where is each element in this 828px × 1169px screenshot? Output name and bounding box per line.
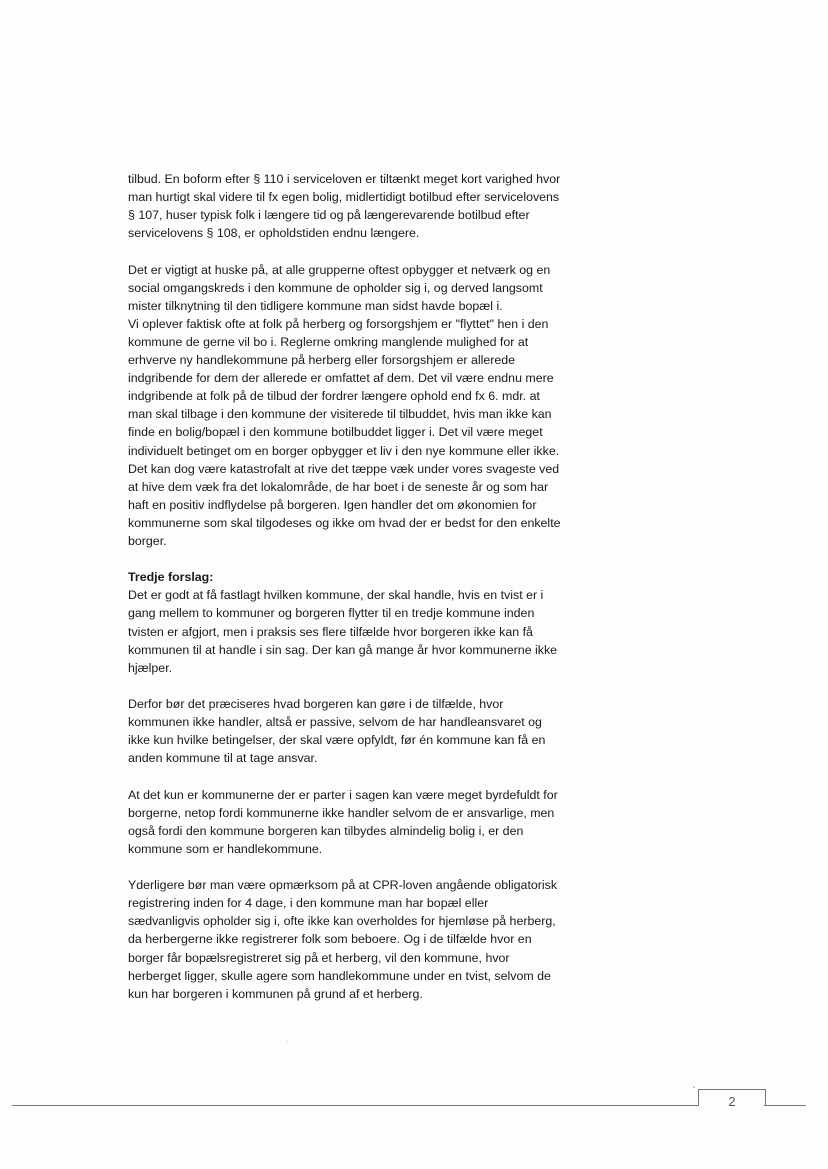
paragraph-boform: tilbud. En boform efter § 110 i serviceloven er tiltænkt meget kort varighed hvor man hurtigt skal videre til fx egen bolig, midlertidigt botilbud efter servicelovens § 107, huser typisk folk i længere tid og på længerevarende botilbud efter servicelovens § 108, er opholdstiden endnu længere. xyxy=(128,172,561,241)
paragraph-parter: At det kun er kommunerne der er parter i sagen kan være meget byrdefuldt for borgerne, netop fordi kommunerne ikke handler selvom de er ansvarlige, men også fordi den kommune borgeren kan tilbydes almindelig bolig i, er den kommune som er handlekommune. xyxy=(128,787,558,856)
page-number: 2 xyxy=(728,1094,736,1109)
paragraph-praeciseres: Derfor bør det præciseres hvad borgeren kan gøre i de tilfælde, hvor kommunen ikke handler, altså er passive, selvom de har handleansvaret og ikke kun hvilke betingelser, der skal være opfyldt, før én kommune kan få en anden kommune til at tage ansvar. xyxy=(128,697,546,766)
document-body xyxy=(128,170,588,1003)
section-heading: Tredje forslag: xyxy=(128,570,214,585)
paragraph-cpr-loven: Yderligere bør man være opmærksom på at CPR-loven angående obligatorisk registrering inden for 4 dage, i den kommune man har bopæl eller sædvanligvis opholder sig i, ofte ikke kan overholdes for hjemløse på herberg, da herbergerne ikke registrerer folk som beboere. Og i de tilfælde hvor en borger får bopælsregistreret sig på et herberg, vil den kommune, hvor herberget ligger, skulle agere som handlekommune under en tvist, selvom de kun har borgeren i kommunen på grund af et herberg. xyxy=(128,878,558,1001)
paragraph-netvaerk: Det er vigtigt at huske på, at alle grupperne oftest opbygger et netværk og en social omgangskreds i den kommune de opholder sig i, og derved langsomt mister tilknytning til den tidligere kommune man sidst havde bopæl i. Vi oplever faktisk ofte at folk på herberg og forsorgshjem er "flyttet" hen i den kommune de gerne vil bo i. Reglerne omkring manglende mulighed for at erhverve ny handlekommune på herberg eller forsorgshjem er allerede indgribende for dem der allerede er omfattet af dem. Det vil være endnu mere indgribende at folk på de tilbud der fordrer længere ophold end fx 6. mdr. at man skal tilbage i den kommune der visiterede til tilbuddet, hvis man ikke kan finde en bolig/bopæl i den kommune botilbuddet ligger i. Det vil være meget individuelt betinget om en borger opbygger et liv i den nye kommune eller ikke. Det kan dog være katastrofalt at rive det tæppe væk under vores svageste ved at hive dem væk fra det lokalområde, de har boet i de seneste år og som har haft en positiv indflydelse på borgeren. Igen handler det om økonomien for kommunerne som skal tilgodeses og ikke om hvad der er bedst for den enkelte borger. xyxy=(128,262,561,548)
paragraph-tvist: Det er godt at få fastlagt hvilken kommune, der skal handle, hvis en tvist er i gang mellem to kommuner og borgeren flytter til en tredje kommune inden tvisten er afgjort, men i praksis ses flere tilfælde hvor borgeren ikke kan få kommunen til at handle i sin sag. Der kan gå mange år hvor kommunerne ikke hjælper. xyxy=(128,588,558,675)
scan-speck xyxy=(287,1041,288,1042)
footer-rule-right xyxy=(764,1105,806,1106)
scan-speck xyxy=(693,1086,695,1088)
footer-rule-left xyxy=(12,1105,698,1106)
